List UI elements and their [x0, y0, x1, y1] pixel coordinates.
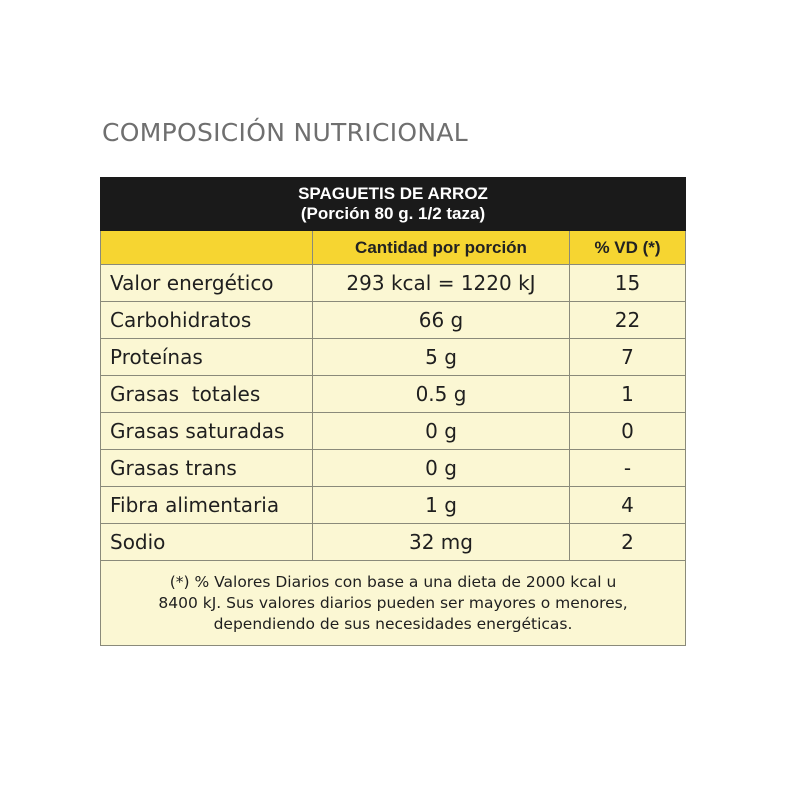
column-header-row — [101, 231, 686, 265]
table-row — [101, 450, 686, 487]
nutrient-name: Sodio — [101, 524, 313, 561]
nutrition-table — [100, 177, 686, 646]
nutrient-name: Grasas trans — [101, 450, 313, 487]
nutrient-daily-value: 4 — [570, 487, 686, 524]
nutrient-name: Carbohidratos — [101, 302, 313, 339]
nutrient-amount: 0 g — [313, 413, 570, 450]
page-title: COMPOSICIÓN NUTRICIONAL — [102, 118, 469, 147]
nutrient-name: Fibra alimentaria — [101, 487, 313, 524]
nutrient-amount: 32 mg — [313, 524, 570, 561]
nutrient-daily-value: 7 — [570, 339, 686, 376]
nutrient-amount: 293 kcal = 1220 kJ — [313, 265, 570, 302]
nutrient-amount: 66 g — [313, 302, 570, 339]
nutrient-amount: 0.5 g — [313, 376, 570, 413]
table-row — [101, 265, 686, 302]
column-header-nutrient — [101, 231, 313, 265]
table-row — [101, 302, 686, 339]
footnote — [101, 561, 686, 646]
nutrient-name: Grasas totales — [101, 376, 313, 413]
nutrient-daily-value: 15 — [570, 265, 686, 302]
nutrient-amount: 1 g — [313, 487, 570, 524]
nutrient-daily-value: 1 — [570, 376, 686, 413]
nutrient-amount: 5 g — [313, 339, 570, 376]
nutrient-amount: 0 g — [313, 450, 570, 487]
table-row — [101, 487, 686, 524]
nutrient-name: Proteínas — [101, 339, 313, 376]
nutrient-name: Valor energético — [101, 265, 313, 302]
footnote-row — [101, 561, 686, 646]
nutrient-daily-value: 22 — [570, 302, 686, 339]
product-header — [101, 178, 686, 231]
nutrient-name: Grasas saturadas — [101, 413, 313, 450]
serving-size: (Porción 80 g. 1/2 taza) — [300, 204, 486, 223]
footnote-line: (*) % Valores Diarios con base a una dieta de 2000 kcal u — [169, 572, 617, 591]
column-header-daily-value: % VD (*) — [570, 231, 686, 265]
footnote-line: dependiendo de sus necesidades energéticas. — [213, 614, 573, 633]
table-row — [101, 339, 686, 376]
table-row — [101, 413, 686, 450]
column-header-amount: Cantidad por porción — [313, 231, 570, 265]
nutrient-daily-value: 2 — [570, 524, 686, 561]
nutrient-daily-value: 0 — [570, 413, 686, 450]
table-row — [101, 376, 686, 413]
footnote-line: 8400 kJ. Sus valores diarios pueden ser mayores o menores, — [158, 593, 628, 612]
table-row — [101, 524, 686, 561]
table-header-row — [101, 178, 686, 231]
product-name: SPAGUETIS DE ARROZ — [298, 184, 488, 203]
nutrient-daily-value: - — [570, 450, 686, 487]
